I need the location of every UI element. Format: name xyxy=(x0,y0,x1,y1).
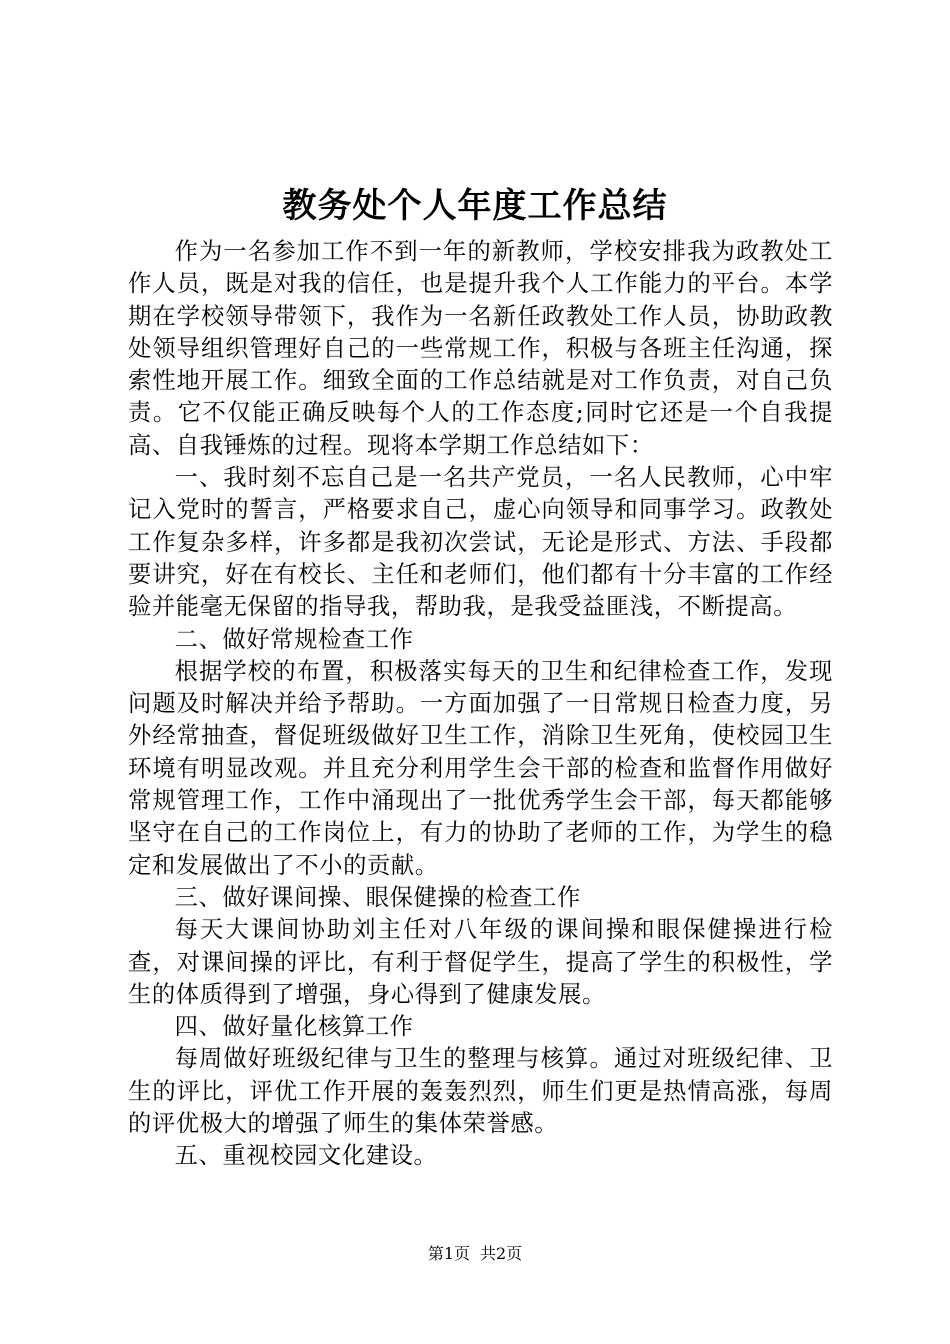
page-number: 第1页 xyxy=(427,1244,470,1263)
paragraph-section-2: 根据学校的布置，积极落实每天的卫生和纪律检查工作，发现问题及时解决并给予帮助。一方面加强了一日常规日检查力度，另外经常抽查，督促班级做好卫生工作，消除卫生死角，使校园卫生环境有明显改观。并且充分利用学生会干部的检查和监督作用做好常规管理工作，工作中涌现出了一批优秀学生会干部，每天都能够坚守在自己的工作岗位上，有力的协助了老师的工作，为学生的稳定和发展做出了不小的贡献。 xyxy=(128,657,833,879)
document-title: 教务处个人年度工作总结 xyxy=(282,186,668,226)
paragraph-section-3: 每天大课间协助刘主任对八年级的课间操和眼保健操进行检查，对课间操的评比，有利于督促学生，提高了学生的积极性，学生的体质得到了增强，身心得到了健康发展。 xyxy=(128,916,833,1008)
heading-section-2: 二、做好常规检查工作 xyxy=(174,625,414,653)
heading-section-5: 五、重视校园文化建设。 xyxy=(174,1142,438,1170)
page-footer xyxy=(0,1242,950,1266)
paragraph-section-4: 每周做好班级纪律与卫生的整理与核算。通过对班级纪律、卫生的评比，评优工作开展的轰轰烈烈，师生们更是热情高涨，每周的评优极大的增强了师生的集体荣誉感。 xyxy=(128,1045,833,1138)
page-total: 共2页 xyxy=(480,1244,523,1263)
paragraph-intro: 作为一名参加工作不到一年的新教师，学校安排我为政教处工作人员，既是对我的信任，也是提升我个人工作能力的平台。本学期在学校领导带领下，我作为一名新任政教处工作人员，协助政教处领导组织管理好自己的一些常规工作，积极与各班主任沟通，探索性地开展工作。细致全面的工作总结就是对工作负责，对自己负责。它不仅能正确反映每个人的工作态度;同时它还是一个自我提高、自我锤炼的过程。现将本学期工作总结如下： xyxy=(128,238,833,459)
heading-section-4: 四、做好量化核算工作 xyxy=(174,1013,414,1041)
paragraph-section-1: 一、我时刻不忘自己是一名共产党员，一名人民教师，心中牢记入党时的誓言，严格要求自己，虚心向领导和同事学习。政教处工作复杂多样，许多都是我初次尝试，无论是形式、方法、手段都要讲究，好在有校长、主任和老师们，他们都有十分丰富的工作经验并能毫无保留的指导我，帮助我，是我受益匪浅，不断提高。 xyxy=(128,464,833,621)
heading-section-3: 三、做好课间操、眼保健操的检查工作 xyxy=(174,883,581,911)
document-body xyxy=(128,236,833,1173)
